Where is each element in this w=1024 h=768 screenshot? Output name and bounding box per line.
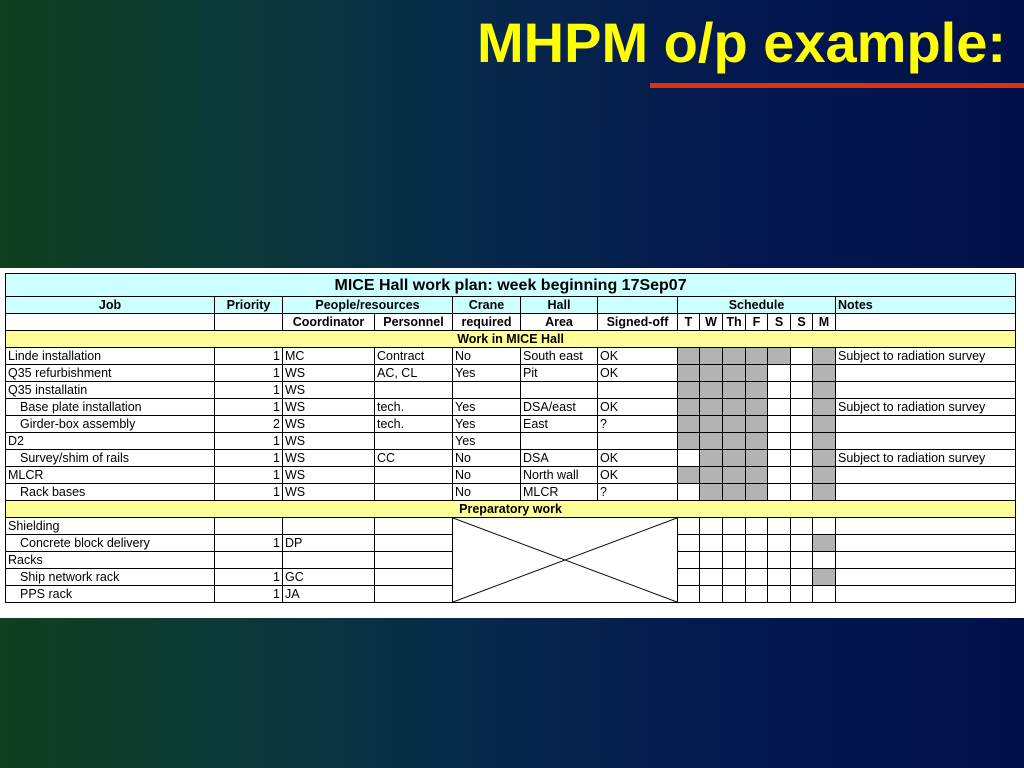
subheader-notes-blank <box>836 314 1016 331</box>
schedule-cell-sun <box>791 416 813 433</box>
schedule-cell-mon <box>813 467 836 484</box>
coordinator-cell: WS <box>283 450 375 467</box>
coordinator-cell: WS <box>283 433 375 450</box>
coordinator-cell: MC <box>283 348 375 365</box>
priority-cell: 1 <box>215 535 283 552</box>
schedule-cell-mon <box>813 399 836 416</box>
header-people-resources: People/resources <box>283 297 453 314</box>
schedule-cell-tue <box>678 467 700 484</box>
crane-cell: No <box>453 348 521 365</box>
area-cell: DSA/east <box>521 399 598 416</box>
notes-cell <box>836 365 1016 382</box>
table-row <box>6 416 1016 433</box>
area-cell: East <box>521 416 598 433</box>
header-day-mon: M <box>813 314 836 331</box>
coordinator-cell: JA <box>283 586 375 603</box>
priority-cell: 1 <box>215 569 283 586</box>
coordinator-cell <box>283 552 375 569</box>
job-cell: Racks <box>6 552 215 569</box>
title-underline <box>650 83 1024 88</box>
job-cell: Survey/shim of rails <box>6 450 215 467</box>
personnel-cell <box>375 433 453 450</box>
work-plan-table <box>5 273 1016 603</box>
job-cell: MLCR <box>6 467 215 484</box>
notes-cell <box>836 518 1016 535</box>
job-cell: Rack bases <box>6 484 215 501</box>
schedule-cell-thu <box>723 399 746 416</box>
job-cell: Girder-box assembly <box>6 416 215 433</box>
priority-cell: 1 <box>215 586 283 603</box>
notes-cell <box>836 535 1016 552</box>
coordinator-cell <box>283 518 375 535</box>
schedule-cell-sun <box>791 399 813 416</box>
header-day-sun: S <box>791 314 813 331</box>
table-row <box>6 365 1016 382</box>
cross-out-icon <box>453 518 677 602</box>
crane-cell: Yes <box>453 365 521 382</box>
personnel-cell <box>375 484 453 501</box>
schedule-cell-tue <box>678 552 700 569</box>
crane-cell: Yes <box>453 433 521 450</box>
plan-title: MICE Hall work plan: week beginning 17Sep07 <box>6 274 1016 297</box>
crane-cell <box>453 382 521 399</box>
personnel-cell: tech. <box>375 416 453 433</box>
schedule-cell-mon <box>813 569 836 586</box>
signed-off-cell: OK <box>598 348 678 365</box>
schedule-cell-thu <box>723 416 746 433</box>
schedule-cell-mon <box>813 518 836 535</box>
priority-cell: 1 <box>215 450 283 467</box>
schedule-cell-fri <box>746 467 768 484</box>
schedule-cell-sun <box>791 552 813 569</box>
schedule-cell-fri <box>746 433 768 450</box>
schedule-cell-thu <box>723 348 746 365</box>
schedule-cell-wed <box>700 365 723 382</box>
subheader-priority-blank <box>215 314 283 331</box>
header-priority: Priority <box>215 297 283 314</box>
schedule-cell-wed <box>700 484 723 501</box>
schedule-cell-sat <box>768 467 791 484</box>
schedule-cell-thu <box>723 467 746 484</box>
table-row <box>6 484 1016 501</box>
priority-cell: 1 <box>215 433 283 450</box>
priority-cell: 1 <box>215 484 283 501</box>
area-cell <box>521 433 598 450</box>
schedule-cell-sat <box>768 569 791 586</box>
header-signed-off-blank <box>598 297 678 314</box>
header-day-tue: T <box>678 314 700 331</box>
schedule-cell-thu <box>723 450 746 467</box>
schedule-cell-mon <box>813 484 836 501</box>
header-hall-area: Area <box>521 314 598 331</box>
schedule-cell-sun <box>791 450 813 467</box>
schedule-cell-sat <box>768 450 791 467</box>
area-cell: South east <box>521 348 598 365</box>
coordinator-cell: WS <box>283 399 375 416</box>
schedule-cell-tue <box>678 569 700 586</box>
not-applicable-crossed-box <box>453 518 678 603</box>
priority-cell: 1 <box>215 348 283 365</box>
work-plan-sheet <box>0 268 1024 618</box>
schedule-cell-mon <box>813 365 836 382</box>
area-cell <box>521 382 598 399</box>
header-signed-off: Signed-off <box>598 314 678 331</box>
priority-cell <box>215 552 283 569</box>
schedule-cell-sat <box>768 365 791 382</box>
signed-off-cell <box>598 382 678 399</box>
notes-cell <box>836 586 1016 603</box>
area-cell: DSA <box>521 450 598 467</box>
schedule-cell-mon <box>813 586 836 603</box>
header-day-sat: S <box>768 314 791 331</box>
notes-cell: Subject to radiation survey <box>836 348 1016 365</box>
schedule-cell-tue <box>678 484 700 501</box>
schedule-cell-fri <box>746 535 768 552</box>
schedule-cell-fri <box>746 399 768 416</box>
coordinator-cell: GC <box>283 569 375 586</box>
personnel-cell: AC, CL <box>375 365 453 382</box>
schedule-cell-mon <box>813 416 836 433</box>
crane-cell: Yes <box>453 399 521 416</box>
work-in-hall-section-row <box>6 331 1016 348</box>
crane-cell: No <box>453 467 521 484</box>
header-hall: Hall <box>521 297 598 314</box>
schedule-cell-fri <box>746 416 768 433</box>
personnel-cell <box>375 467 453 484</box>
schedule-cell-sun <box>791 569 813 586</box>
schedule-cell-fri <box>746 518 768 535</box>
notes-cell <box>836 416 1016 433</box>
preparatory-work-section-row <box>6 501 1016 518</box>
schedule-cell-wed <box>700 433 723 450</box>
notes-cell <box>836 552 1016 569</box>
schedule-cell-thu <box>723 535 746 552</box>
schedule-cell-tue <box>678 535 700 552</box>
priority-cell: 1 <box>215 467 283 484</box>
personnel-cell: tech. <box>375 399 453 416</box>
job-cell: Concrete block delivery <box>6 535 215 552</box>
schedule-cell-fri <box>746 450 768 467</box>
schedule-cell-sat <box>768 348 791 365</box>
notes-cell <box>836 467 1016 484</box>
personnel-cell: Contract <box>375 348 453 365</box>
table-row <box>6 348 1016 365</box>
schedule-cell-sat <box>768 416 791 433</box>
header-day-fri: F <box>746 314 768 331</box>
schedule-cell-sun <box>791 365 813 382</box>
schedule-cell-tue <box>678 399 700 416</box>
job-cell: D2 <box>6 433 215 450</box>
schedule-cell-wed <box>700 467 723 484</box>
schedule-cell-sun <box>791 586 813 603</box>
schedule-cell-sat <box>768 518 791 535</box>
header-crane: Crane <box>453 297 521 314</box>
schedule-cell-wed <box>700 382 723 399</box>
schedule-cell-fri <box>746 569 768 586</box>
signed-off-cell: ? <box>598 416 678 433</box>
subheader-job-blank <box>6 314 215 331</box>
schedule-cell-tue <box>678 433 700 450</box>
schedule-cell-sat <box>768 552 791 569</box>
notes-cell: Subject to radiation survey <box>836 450 1016 467</box>
schedule-cell-mon <box>813 535 836 552</box>
table-row <box>6 450 1016 467</box>
header-notes: Notes <box>836 297 1016 314</box>
header-personnel: Personnel <box>375 314 453 331</box>
schedule-cell-tue <box>678 450 700 467</box>
schedule-cell-sat <box>768 382 791 399</box>
schedule-cell-mon <box>813 348 836 365</box>
personnel-cell <box>375 535 453 552</box>
schedule-cell-tue <box>678 348 700 365</box>
signed-off-cell: OK <box>598 399 678 416</box>
priority-cell: 1 <box>215 365 283 382</box>
notes-cell <box>836 433 1016 450</box>
schedule-cell-sun <box>791 518 813 535</box>
schedule-cell-tue <box>678 365 700 382</box>
notes-cell: Subject to radiation survey <box>836 399 1016 416</box>
schedule-cell-sun <box>791 484 813 501</box>
schedule-cell-wed <box>700 586 723 603</box>
table-row <box>6 382 1016 399</box>
schedule-cell-fri <box>746 552 768 569</box>
schedule-cell-wed <box>700 569 723 586</box>
coordinator-cell: WS <box>283 484 375 501</box>
schedule-cell-thu <box>723 518 746 535</box>
personnel-cell <box>375 552 453 569</box>
job-cell: Linde installation <box>6 348 215 365</box>
header-crane-required: required <box>453 314 521 331</box>
signed-off-cell: OK <box>598 450 678 467</box>
schedule-cell-thu <box>723 569 746 586</box>
schedule-cell-wed <box>700 450 723 467</box>
schedule-cell-sun <box>791 348 813 365</box>
schedule-cell-mon <box>813 433 836 450</box>
signed-off-cell: OK <box>598 467 678 484</box>
preparatory-work-section-heading: Preparatory work <box>6 501 1016 518</box>
schedule-cell-tue <box>678 416 700 433</box>
schedule-cell-sat <box>768 586 791 603</box>
coordinator-cell: WS <box>283 467 375 484</box>
schedule-cell-sun <box>791 433 813 450</box>
header-coordinator: Coordinator <box>283 314 375 331</box>
notes-cell <box>836 569 1016 586</box>
slide-title: MHPM o/p example: <box>477 11 1006 74</box>
schedule-cell-sun <box>791 467 813 484</box>
table-row <box>6 399 1016 416</box>
header-schedule: Schedule <box>678 297 836 314</box>
schedule-cell-mon <box>813 382 836 399</box>
personnel-cell <box>375 569 453 586</box>
schedule-cell-sat <box>768 535 791 552</box>
priority-cell: 1 <box>215 382 283 399</box>
crane-cell: No <box>453 484 521 501</box>
schedule-cell-thu <box>723 365 746 382</box>
schedule-cell-tue <box>678 586 700 603</box>
personnel-cell: CC <box>375 450 453 467</box>
schedule-cell-thu <box>723 484 746 501</box>
coordinator-cell: DP <box>283 535 375 552</box>
schedule-cell-wed <box>700 552 723 569</box>
personnel-cell <box>375 586 453 603</box>
schedule-cell-wed <box>700 399 723 416</box>
signed-off-cell <box>598 433 678 450</box>
schedule-cell-fri <box>746 382 768 399</box>
job-cell: Q35 refurbishment <box>6 365 215 382</box>
area-cell: MLCR <box>521 484 598 501</box>
priority-cell: 1 <box>215 399 283 416</box>
coordinator-cell: WS <box>283 416 375 433</box>
priority-cell: 2 <box>215 416 283 433</box>
schedule-cell-fri <box>746 365 768 382</box>
schedule-cell-thu <box>723 586 746 603</box>
table-row <box>6 467 1016 484</box>
area-cell: North wall <box>521 467 598 484</box>
schedule-cell-tue <box>678 518 700 535</box>
crane-cell: Yes <box>453 416 521 433</box>
schedule-cell-thu <box>723 433 746 450</box>
schedule-cell-sun <box>791 535 813 552</box>
signed-off-cell: OK <box>598 365 678 382</box>
area-cell: Pit <box>521 365 598 382</box>
schedule-cell-wed <box>700 348 723 365</box>
schedule-cell-thu <box>723 552 746 569</box>
job-cell: Shielding <box>6 518 215 535</box>
coordinator-cell: WS <box>283 382 375 399</box>
schedule-cell-tue <box>678 382 700 399</box>
job-cell: PPS rack <box>6 586 215 603</box>
work-in-hall-section-heading: Work in MICE Hall <box>6 331 1016 348</box>
schedule-cell-mon <box>813 450 836 467</box>
schedule-cell-wed <box>700 518 723 535</box>
schedule-cell-sat <box>768 484 791 501</box>
table-row <box>6 518 1016 535</box>
table-row <box>6 433 1016 450</box>
crane-cell: No <box>453 450 521 467</box>
personnel-cell <box>375 382 453 399</box>
job-cell: Q35 installatin <box>6 382 215 399</box>
job-cell: Base plate installation <box>6 399 215 416</box>
header-job: Job <box>6 297 215 314</box>
schedule-cell-mon <box>813 552 836 569</box>
schedule-cell-sat <box>768 399 791 416</box>
schedule-cell-fri <box>746 484 768 501</box>
schedule-cell-fri <box>746 348 768 365</box>
schedule-cell-thu <box>723 382 746 399</box>
schedule-cell-wed <box>700 416 723 433</box>
header-day-thu: Th <box>723 314 746 331</box>
priority-cell <box>215 518 283 535</box>
schedule-cell-fri <box>746 586 768 603</box>
signed-off-cell: ? <box>598 484 678 501</box>
job-cell: Ship network rack <box>6 569 215 586</box>
notes-cell <box>836 382 1016 399</box>
schedule-cell-wed <box>700 535 723 552</box>
notes-cell <box>836 484 1016 501</box>
header-day-wed: W <box>700 314 723 331</box>
coordinator-cell: WS <box>283 365 375 382</box>
schedule-cell-sat <box>768 433 791 450</box>
schedule-cell-sun <box>791 382 813 399</box>
personnel-cell <box>375 518 453 535</box>
